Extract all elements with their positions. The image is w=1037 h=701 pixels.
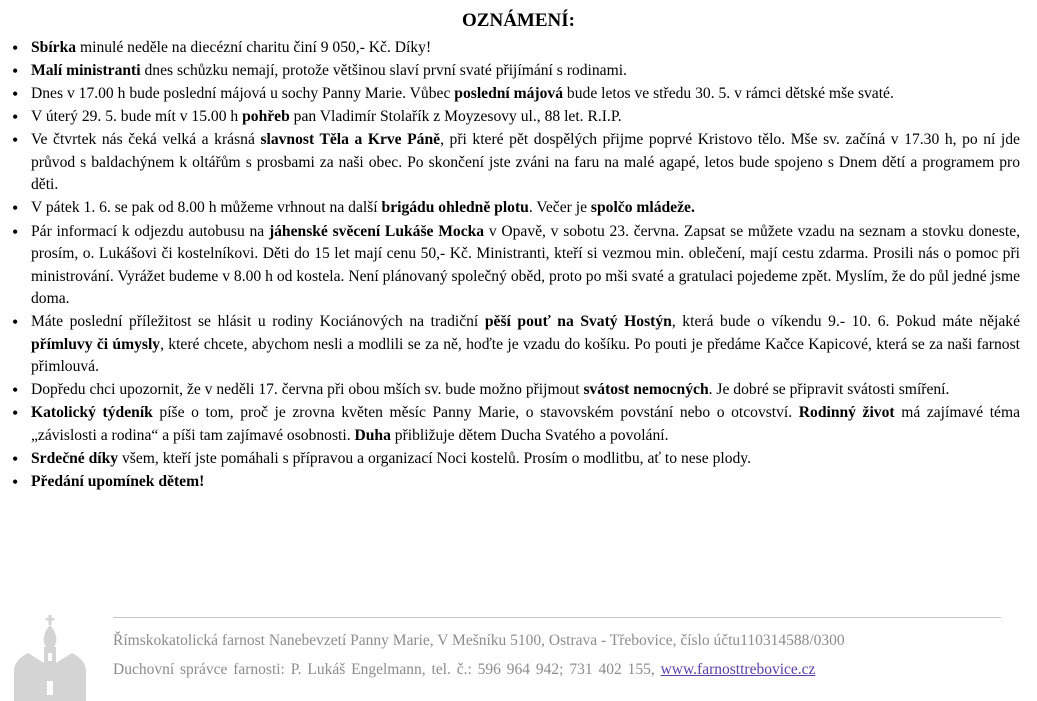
list-item — [12, 197, 1020, 220]
list-item — [12, 379, 1020, 402]
list-item — [12, 60, 1020, 83]
footer-address: Římskokatolická farnost Nanebevzetí Panny Marie, V Mešníku 5100, Ostrava - Třebovice, číslo účtu110314588/0300 — [113, 632, 845, 649]
bold-text: Předání upomínek dětem! — [31, 473, 205, 491]
item-text: Dnes v 17.00 h bude poslední májová u sochy Panny Marie. Vůbec — [31, 85, 455, 103]
bold-text: pohřeb — [242, 108, 290, 126]
bold-text: Katolický týdeník — [31, 404, 153, 422]
bold-text: pěší pouť na Svatý Hostýn — [484, 313, 672, 331]
list-item — [12, 402, 1020, 447]
item-text: , při které pět dospělých přijme poprvé Kristovo tělo. Mše sv. začíná v 17.30 h, po ní jde průvod s baldachýnem k oltářům s prosbami za naši obec. Po skončení jste zváni na faru na malé agapé, letos bude spojeno s Dnem dětí a programem pro děti. — [31, 131, 1020, 194]
bold-text: Malí ministranti — [31, 62, 141, 80]
list-item — [12, 221, 1020, 311]
item-text: V úterý 29. 5. bude mít v 15.00 h — [31, 108, 243, 126]
item-text: , která bude o víkendu 9.- 10. 6. Pokud máte nějaké — [671, 313, 1020, 331]
list-item — [12, 83, 1020, 106]
bold-text: spolčo mládeže. — [590, 199, 695, 217]
item-text: dnes schůzku nemají, protože většinou slaví první svaté přijímání s rodinami. — [140, 62, 627, 80]
bold-text: Sbírka — [31, 39, 77, 56]
item-text: minulé neděle na diecézní charitu činí 9 050,- Kč. Díky! — [76, 39, 432, 56]
footer-contact — [113, 661, 815, 679]
item-text: V pátek 1. 6. se pak od 8.00 h můžeme vrhnout na další — [31, 199, 382, 217]
item-text: Máte poslední příležitost se hlásit u rodiny Kociánových na tradiční — [31, 313, 485, 331]
website-link[interactable]: www.farnosttrebovice.cz — [660, 661, 816, 678]
list-item — [12, 129, 1020, 197]
list-item — [12, 471, 1020, 494]
item-text: Dopředu chci upozornit, že v neděli 17. června při obou mších sv. bude možno přijmout — [31, 381, 584, 399]
bold-text: přímluvy či úmysly — [31, 335, 161, 353]
item-text: Ve čtvrtek nás čeká velká a krásná — [31, 131, 261, 149]
church-icon — [10, 613, 90, 701]
bold-text: poslední májová — [454, 85, 564, 103]
item-text: všem, kteří jste pomáhali s přípravou a organizací Noci kostelů. Prosím o modlitbu, ať to nese plody. — [118, 449, 751, 467]
item-text: v Opavě, v sobotu 23. června. Zapsat se můžete vzadu na seznam a stovku doneste, prosím, o. Lukášovi či kostelníkovi. Děti do 15 let mají cenu 50,- Kč. Ministranti, kteří si vezmou min. oblečení, mají cestu zdarma. Prosili nás o pomoc při ministrování. Vyrážet budeme v 8.00 h od kostela. Není plánovaný společný oběd, proto po mši svaté a gratulaci pojedeme zpět. Myslím, že do půl jedné jsme doma. — [31, 222, 1021, 308]
item-text: . Je dobré se připravit svátosti smíření. — [708, 381, 950, 399]
bold-text: jáhenské svěcení Lukáše Mocka — [268, 222, 485, 240]
bold-text: Rodinný život — [798, 404, 895, 422]
list-item — [12, 448, 1020, 471]
bold-text: Duha — [354, 426, 391, 444]
announcement-list — [12, 37, 1020, 494]
footer-contact-text: Duchovní správce farnosti: P. Lukáš Engelmann, tel. č.: 596 964 942; 731 402 155, — [113, 661, 661, 678]
item-text: bude letos ve středu 30. 5. v rámci dětské mše svaté. — [563, 85, 894, 103]
bold-text: slavnost Těla a Krve Páně — [260, 131, 441, 149]
list-item — [12, 311, 1020, 379]
item-text: pan Vladimír Stolařík z Moyzesovy ul., 88 let. R.I.P. — [289, 108, 622, 126]
footer-divider — [113, 617, 1001, 618]
item-text: Pár informací k odjezdu autobusu na — [31, 222, 269, 240]
bold-text: brigádu ohledně plotu — [381, 199, 529, 217]
bold-text: svátost nemocných — [583, 381, 709, 399]
item-text: píše o tom, proč je zrovna květen měsíc Panny Marie, o stavovském povstání nebo o otcovství. — [152, 404, 799, 422]
item-text: přibližuje dětem Ducha Svatého a povolání. — [390, 426, 669, 444]
item-text: , které chcete, abychom nesli a modlili se za ně, hoďte je vzadu do košíku. Po pouti je předáme Kačce Kapicové, která se za naši farnost přimlouvá. — [31, 335, 1020, 376]
bold-text: Srdečné díky — [31, 449, 119, 467]
list-item — [12, 37, 1020, 60]
item-text: má zajímavé téma „závislosti a rodina“ a píši tam zajímavé osobnosti. — [31, 404, 1020, 444]
page-title: OZNÁMENÍ: — [462, 10, 575, 31]
item-text: . Večer je — [528, 199, 591, 217]
list-item — [12, 106, 1020, 129]
